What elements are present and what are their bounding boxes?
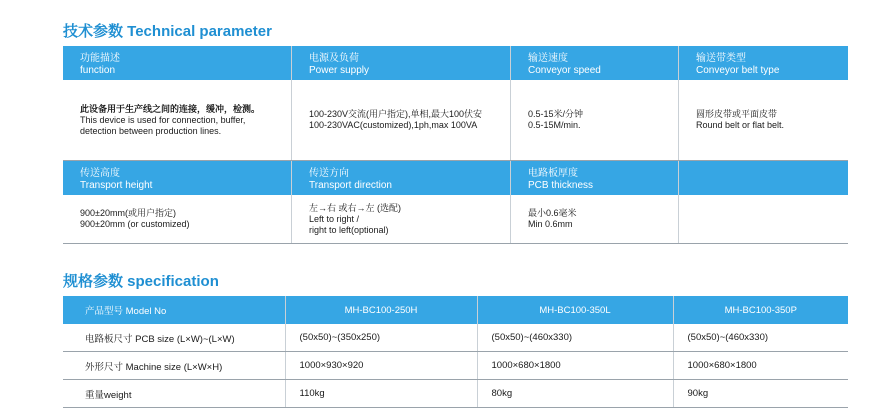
spec-section-title: 规格参数 specification <box>63 273 219 290</box>
spec-cell: (50x50)~(350x250) <box>285 324 477 352</box>
spec-column-header: 产品型号 Model No <box>63 296 285 324</box>
spec-cell: 110kg <box>285 380 477 408</box>
tech-header-cell <box>679 161 848 195</box>
tech-header-cell: 功能描述 function <box>63 46 292 80</box>
spec-cell: 80kg <box>477 380 673 408</box>
spec-column-header: MH-BC100-350L <box>477 296 673 324</box>
spec-cell: 1000×680×1800 <box>477 352 673 380</box>
table-row <box>63 324 848 352</box>
spec-cell: (50x50)~(460x330) <box>673 324 848 352</box>
power-supply-value: 100-230V交流(用户指定),单相,最大100伏安 100-230VAC(customized),1ph,max 100VA <box>292 80 511 160</box>
spec-row-label: 重量weight <box>63 380 285 408</box>
spec-cell: (50x50)~(460x330) <box>477 324 673 352</box>
spec-row-label: 外形尺寸 Machine size (L×W×H) <box>63 352 285 380</box>
spec-column-header: MH-BC100-250H <box>285 296 477 324</box>
table-row <box>63 352 848 380</box>
transport-height-value: 900±20mm(或用户指定) 900±20mm (or customized) <box>63 195 292 243</box>
spec-row-label: 电路板尺寸 PCB size (L×W)~(L×W) <box>63 324 285 352</box>
pcb-thickness-value: 最小0.6毫米 Min 0.6mm <box>511 195 679 243</box>
spec-header-row <box>63 296 848 324</box>
spec-cell: 1000×930×920 <box>285 352 477 380</box>
tech-header-cell: 输送速度 Conveyor speed <box>511 46 679 80</box>
tech-header-cell: 传送高度 Transport height <box>63 161 292 195</box>
tech-section-title: 技术参数 Technical parameter <box>63 23 272 40</box>
tech-parameter-grid <box>63 46 848 244</box>
tech-header-cell: 电源及负荷 Power supply <box>292 46 511 80</box>
conveyor-speed-value: 0.5-15米/分钟 0.5-15M/min. <box>511 80 679 160</box>
specification-table <box>63 296 848 408</box>
spec-column-header: MH-BC100-350P <box>673 296 848 324</box>
transport-direction-value: 左→右 或右→左 (选配) Left to right / right to left(optional) <box>292 195 511 243</box>
empty-value-cell <box>679 195 848 243</box>
spec-cell: 90kg <box>673 380 848 408</box>
table-row <box>63 380 848 408</box>
spec-cell: 1000×680×1800 <box>673 352 848 380</box>
tech-header-cell: 输送带类型 Conveyor belt type <box>696 53 780 76</box>
tech-value-row-1 <box>63 80 848 161</box>
tech-value-row-2 <box>63 195 848 244</box>
tech-header-cell: 电路板厚度 PCB thickness <box>511 161 679 195</box>
tech-header-row-1 <box>63 46 848 80</box>
tech-header-row-2 <box>63 161 848 195</box>
tech-header-cell: 传送方向 Transport direction <box>292 161 511 195</box>
conveyor-belt-type-value: 圆形皮带或平面皮带 Round belt or flat belt. <box>696 109 785 130</box>
function-value: 此设备用于生产线之间的连接，缓冲，检测。 This device is used for connection, buffer, detection between production lines. <box>63 80 292 160</box>
